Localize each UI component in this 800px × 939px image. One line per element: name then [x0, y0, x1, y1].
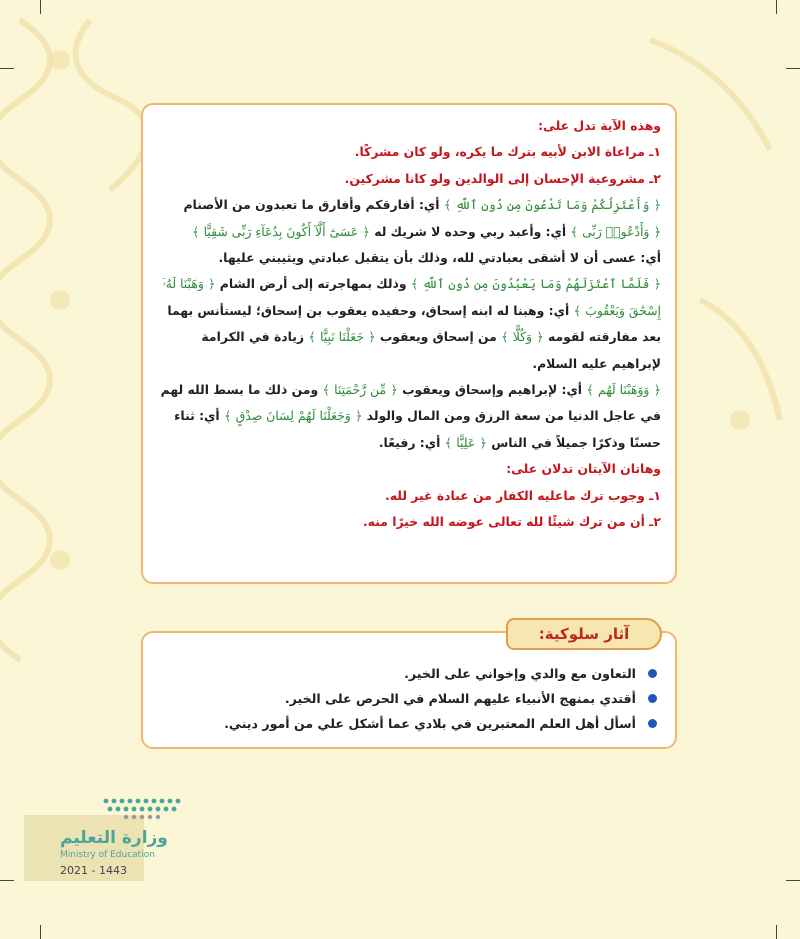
tafsir-text: وذلك بمهاجرته إلى أرض الشام — [219, 276, 407, 292]
behavior-title: آثار سلوكية: — [506, 618, 662, 650]
verse-line: ﴿ فَلَمَّا ٱعْتَزَلَهُمْ وَمَا يَعْبُدُونَ مِن دُونِ ٱللَّهِ ﴾ وذلك بمهاجرته إلى أرض الشام ﴿ وَهَبْنَا لَهُۥٓ — [162, 276, 661, 292]
ministry-name-arabic: وزارة التعليم — [60, 828, 168, 848]
list-item — [157, 686, 657, 711]
tafsir-text: أي: وأعبد ربي وحده لا شريك له — [374, 223, 567, 239]
quran-text: مِّن رَّحْمَتِنَا — [334, 382, 387, 398]
point-text: ٢ـ مشروعية الإحسان إلى الوالدين ولو كانا مشركين. — [344, 170, 661, 186]
heading-text: وهذه الآية تدل على: — [538, 118, 661, 133]
quran-text: وَجَعَلْنَا لَهُمْ لِسَانَ صِدْقٍ — [235, 408, 351, 424]
quran-text: عَلِيًّا — [456, 434, 476, 450]
tafsir-text: أي: عسى أن لا أشقى بعبادتي لله، وذلك بأن يتقبل عبادتي ويثيبني عليها. — [218, 250, 661, 266]
bullet-icon — [648, 669, 657, 678]
tafsir-text: زيادة في الكرامة — [201, 329, 305, 345]
quran-text: فَلَمَّا ٱعْتَزَلَهُمْ وَمَا يَعْبُدُونَ مِن دُونِ ٱللَّهِ — [422, 276, 650, 292]
tafsir-text: من إسحاق ويعقوب — [379, 329, 497, 345]
tafsir-text: أي: ثناء — [174, 408, 220, 424]
logo-dots-icon — [100, 795, 190, 821]
lesson-card — [141, 103, 677, 584]
ministry-name-english: Ministry of Education — [60, 850, 155, 860]
tafsir-text: أي: أفارقكم وأفارق ما تعبدون من الأصنام — [183, 197, 440, 213]
tafsir-text: حسنًا وذكرًا جميلاً في الناس — [491, 434, 661, 450]
quran-text: جَعَلْنَا نَبِيًّا — [319, 329, 364, 345]
verse-line: حسنًا وذكرًا جميلاً في الناس ﴿ عَلِيًّا ﴾ أي: رفيعًا. — [378, 434, 661, 450]
list-item — [157, 711, 657, 736]
bullet-icon — [648, 694, 657, 703]
point-text: ١ـ وجوب ترك ماعليه الكفار من عبادة غير لله. — [385, 487, 661, 503]
quran-text: وَوَهَبْنَا لَهُم — [597, 382, 650, 398]
tafsir-text: في عاجل الدنيا من سعة الرزق ومن المال والولد — [366, 408, 661, 424]
edition-year: 2021 - 1443 — [60, 864, 127, 877]
point-text: ٢ـ أن من ترك شيئًا لله تعالى عوضه الله خيرًا منه. — [362, 514, 661, 530]
list-item-text: أقتدي بمنهج الأنبياء عليهم السلام في الحرص على الخير. — [284, 691, 636, 706]
tafsir-text: ومن ذلك ما بسط الله لهم — [160, 382, 319, 398]
verse-line: ﴿ وَوَهَبْنَا لَهُم ﴾ أي: لإبراهيم وإسحاق ويعقوب ﴿ مِّن رَّحْمَتِنَا ﴾ ومن ذلك ما بسط الله لهم — [160, 382, 661, 398]
verse-line: ﴿ وَأَدْعُوا۟ رَبِّى ﴾ أي: وأعبد ربي وحده لا شريك له ﴿ عَسَىٰٓ أَلَّآ أَكُونَ بِدُعَآءِ رَبِّى شَقِيًّا ﴾ — [191, 223, 661, 239]
point-text: ١ـ مراعاة الابن لأبيه بترك ما يكره، ولو كان مشركًا. — [354, 144, 661, 160]
tafsir-text: أي: لإبراهيم وإسحاق ويعقوب — [402, 382, 583, 398]
quran-text: وَأَدْعُوا۟ رَبِّى — [582, 223, 650, 239]
verse-line: ﴿ وَأَعْتَزِلُكُمْ وَمَا تَدْعُونَ مِن دُونِ ٱللَّهِ ﴾ أي: أفارقكم وأفارق ما تعبدون من الأصنام — [183, 197, 661, 213]
verse-line: في عاجل الدنيا من سعة الرزق ومن المال والولد ﴿ وَجَعَلْنَا لَهُمْ لِسَانَ صِدْقٍ ﴾ أي: ثناء — [174, 408, 661, 424]
verse-line: بعد مفارقته لقومه ﴿ وَكُلًّا ﴾ من إسحاق ويعقوب ﴿ جَعَلْنَا نَبِيًّا ﴾ زيادة في الكرامة — [201, 329, 661, 345]
quran-text: وَأَعْتَزِلُكُمْ وَمَا تَدْعُونَ مِن دُونِ ٱللَّهِ — [455, 197, 650, 213]
quran-text: وَكُلًّا — [512, 329, 533, 345]
tafsir-text: بعد مفارقته لقومه — [547, 329, 661, 345]
list-item — [157, 661, 657, 686]
quran-text: وَهَبْنَا لَهُۥٓ — [162, 276, 204, 292]
list-item-text: أسأل أهل العلم المعتبرين في بلادي عما أشكل علي من أمور ديني. — [224, 716, 636, 731]
verse-line: إِسْحَٰقَ وَيَعْقُوبَ ﴾ أي: وهبنا له ابنه إسحاق، وحفيده يعقوب بن إسحاق؛ ليستأنس بهما — [167, 302, 661, 318]
list-item-text: التعاون مع والدي وإخواني على الخير. — [404, 666, 636, 681]
heading-text: وهاتان الآيتان تدلان على: — [506, 461, 661, 477]
tafsir-text: لإبراهيم عليه السلام. — [532, 355, 661, 371]
quran-text: إِسْحَٰقَ وَيَعْقُوبَ — [585, 302, 661, 318]
quran-text: عَسَىٰٓ أَلَّآ أَكُونَ بِدُعَآءِ رَبِّى شَقِيًّا — [203, 223, 359, 239]
tafsir-text: أي: رفيعًا. — [378, 434, 441, 450]
tafsir-text: أي: وهبنا له ابنه إسحاق، وحفيده يعقوب بن إسحاق؛ ليستأنس بهما — [167, 302, 570, 318]
bullet-icon — [648, 719, 657, 728]
